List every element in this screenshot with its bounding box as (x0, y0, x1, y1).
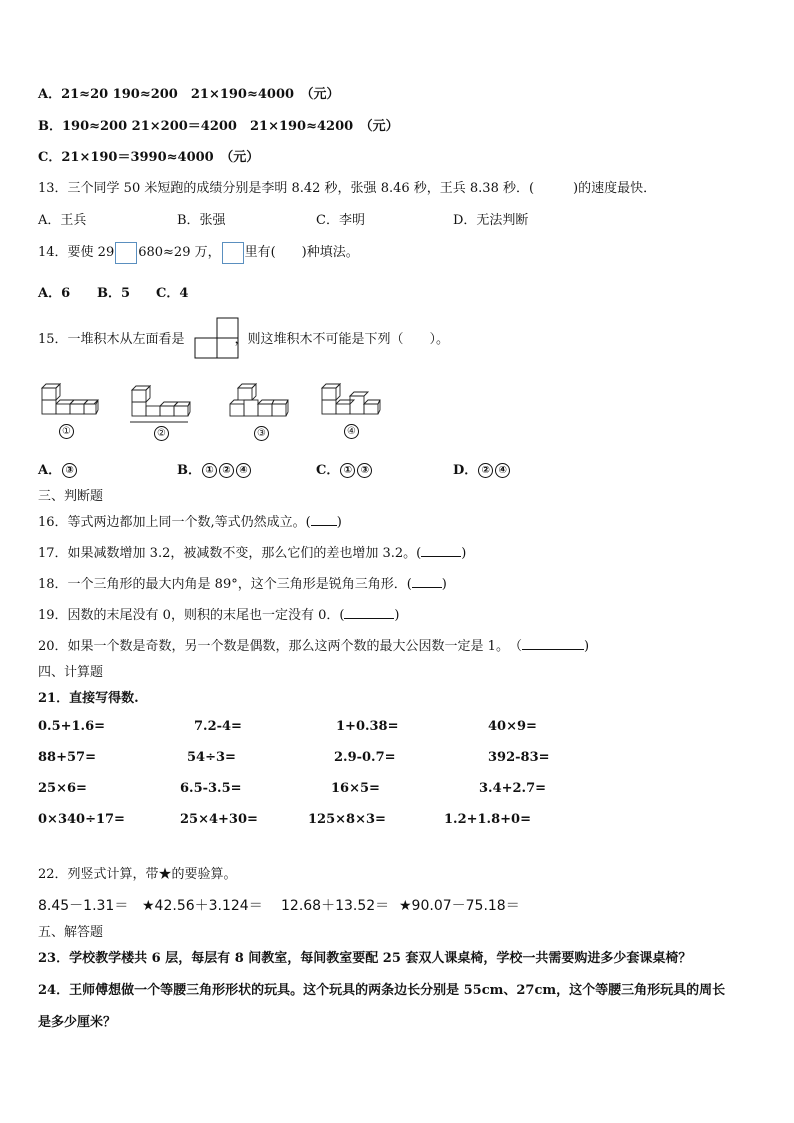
section5-title: 五、解答题 (38, 925, 104, 940)
q12-option-c: C．21×190＝3990≈4000 （元） (38, 150, 260, 165)
q15-option-b: B． ① ② ④ (177, 459, 252, 478)
q14-option-a: A．6 (38, 286, 71, 301)
calc-item: 7.2-4= (194, 719, 242, 734)
q17: 17．如果减数增加 3.2，被减数不变，那么它们的差也增加 3.2。( ) (38, 546, 467, 561)
q14-part2: 680≈29 万， (138, 245, 221, 260)
answer-blank[interactable] (344, 606, 394, 619)
calc-item: 6.5-3.5= (180, 781, 242, 796)
q20: 20．如果一个数是奇数，另一个数是偶数，那么这两个数的最大公因数一定是 1。 （ ) (38, 639, 590, 654)
q13-option-b: B．张强 (177, 213, 226, 228)
figure-label-2: ② (153, 426, 170, 441)
calc-item: 40×9= (488, 719, 537, 734)
calc-item: 125×8×3= (308, 812, 386, 827)
calc-item: 54÷3= (187, 750, 236, 765)
figure-label-4: ④ (343, 424, 360, 439)
q13-option-d: D．无法判断 (453, 213, 529, 228)
block-figure-3 (228, 380, 292, 424)
answer-blank[interactable] (412, 575, 442, 588)
calc-item: 3.4+2.7= (479, 781, 547, 796)
answer-blank[interactable] (421, 544, 461, 557)
left-view-figure (193, 317, 239, 359)
block-figure-1 (40, 380, 100, 424)
answer-blank[interactable] (522, 637, 584, 650)
q21-title: 21．直接写得数. (38, 691, 139, 706)
answer-blank[interactable] (311, 513, 337, 526)
calc-item: 88+57= (38, 750, 96, 765)
block-figure-2 (128, 382, 194, 426)
q13-option-c: C．李明 (316, 213, 365, 228)
calc-item: 2.9-0.7= (334, 750, 396, 765)
figure-label-3: ③ (253, 426, 270, 441)
q15-option-a: A． ③ (38, 459, 78, 478)
vertical-calc-item: ★90.07－75.18＝ (399, 898, 520, 914)
calc-item: 1+0.38= (336, 719, 399, 734)
q15-stem (38, 328, 449, 347)
q13-stem: 13．三个同学 50 米短跑的成绩分别是李明 8.42 秒，张强 8.46 秒，王兵 8.38 秒．( )的速度最快． (38, 181, 657, 196)
q12-option-b: B．190≈200 21×200＝4200 21×190≈4200 （元） (38, 119, 399, 134)
q14-stem (38, 241, 359, 264)
q14-part3: 里有( )种填法。 (244, 245, 359, 260)
calc-item: 16×5= (331, 781, 380, 796)
figure-label-1: ① (58, 424, 75, 439)
q15-option-d: D． ② ④ (453, 459, 511, 478)
calc-item: 392-83= (488, 750, 550, 765)
q15-part1: 15．一堆积木从左面看是 (38, 332, 185, 347)
q24-line1: 24．王师傅想做一个等腰三角形形状的玩具。这个玩具的两条边长分别是 55cm、27cm，这个等腰三角形玩具的周长 (38, 983, 726, 998)
calc-item: 0×340÷17= (38, 812, 125, 827)
digit-blank-box[interactable] (115, 242, 137, 264)
q24-line2: 是多少厘米？ (38, 1015, 117, 1030)
calc-item: 1.2+1.8+0= (444, 812, 531, 827)
q13-option-a: A．王兵 (38, 213, 87, 228)
calc-item: 25×4+30= (180, 812, 258, 827)
q12-option-a: A．21≈20 190≈200 21×190≈4000 （元） (38, 87, 340, 102)
q18: 18．一个三角形的最大内角是 89°，这个三角形是锐角三角形．( ) (38, 577, 447, 592)
block-figure-4 (320, 380, 384, 424)
vertical-calc-item: 12.68＋13.52＝ (281, 898, 390, 914)
calc-item: 0.5+1.6= (38, 719, 106, 734)
q14-option-b: B．5 (97, 286, 131, 301)
q14-part1: 14．要使 29 (38, 245, 115, 260)
q15-option-c: C． ① ③ (316, 459, 373, 478)
q19: 19．因数的末尾没有 0，则积的末尾也一定没有 0．( ) (38, 608, 400, 623)
vertical-calc-item: ★42.56＋3.124＝ (142, 898, 263, 914)
q16: 16．等式两边都加上同一个数,等式仍然成立。( ) (38, 515, 342, 530)
q15-part2: ，则这堆积木不可能是下列（ ）。 (234, 332, 450, 347)
q22-title: 22．列竖式计算，带★的要验算。 (38, 867, 237, 882)
section4-title: 四、计算题 (38, 665, 104, 680)
digit-blank-box[interactable] (222, 242, 244, 264)
calc-item: 25×6= (38, 781, 87, 796)
section3-title: 三、判断题 (38, 489, 104, 504)
vertical-calc-item: 8.45－1.31＝ (38, 898, 129, 914)
q14-option-c: C．4 (156, 286, 189, 301)
q23: 23．学校教学楼共 6 层，每层有 8 间教室，每间教室要配 25 套双人课桌椅，学校一共需要购进多少套课桌椅？ (38, 951, 692, 966)
